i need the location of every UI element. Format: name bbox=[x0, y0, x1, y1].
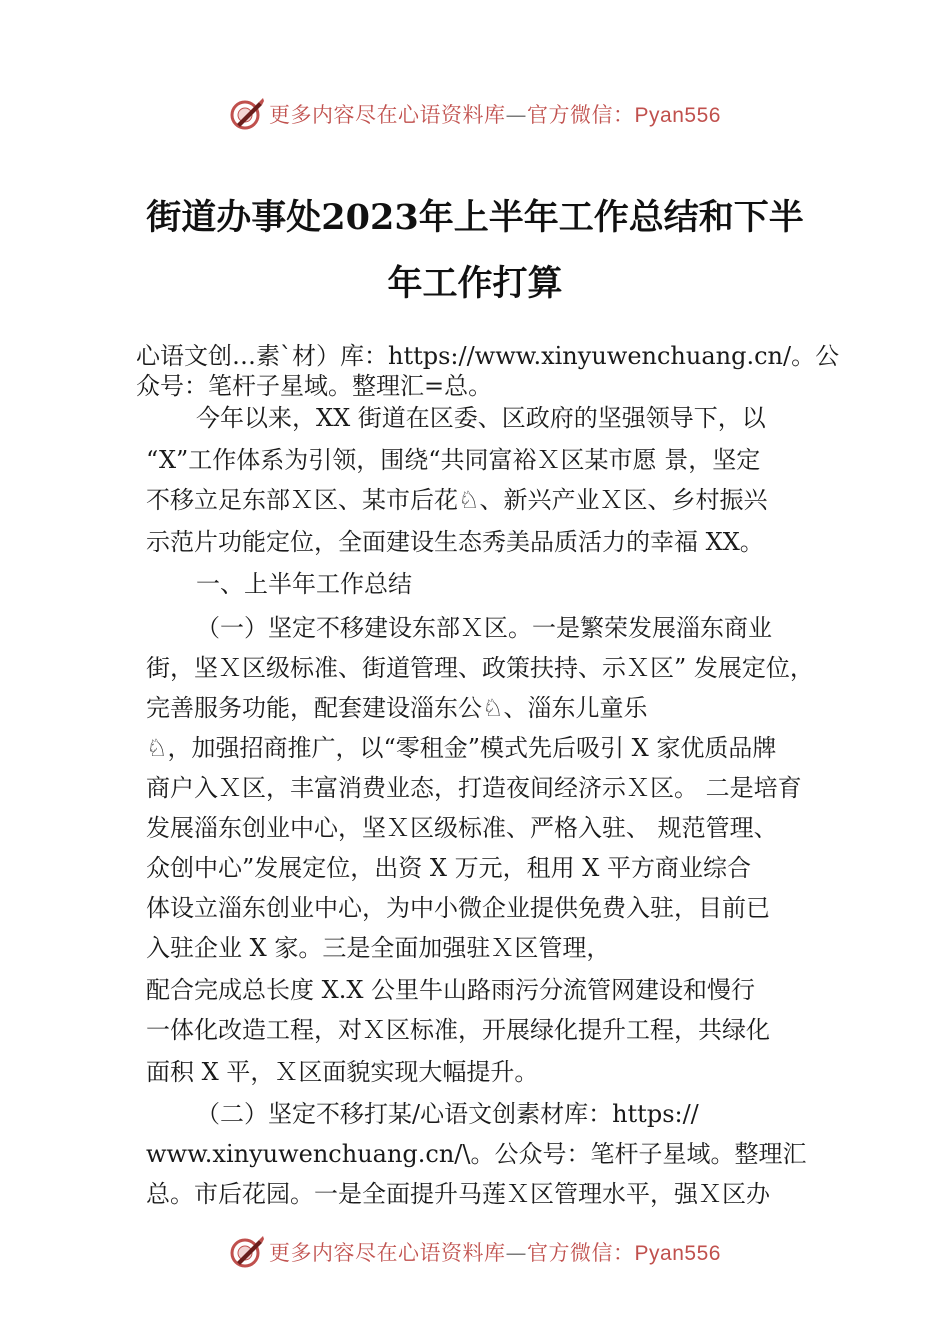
section-heading: 一、上半年工作总结 bbox=[196, 570, 412, 598]
body-line: 体设立淄东创业中心，为中小微企业提供免费入驻，目前已 bbox=[146, 894, 770, 922]
watermark-suffix: 官方微信： bbox=[527, 1241, 635, 1265]
body-line: 心语文创…素`材）库：https://www.xinyuwenchuang.cn/。公 bbox=[136, 342, 840, 370]
body-line: www.xinyuwenchuang.cn/\。公众号：笔杆子星域。整理汇 bbox=[146, 1140, 807, 1168]
watermark-main: 更多内容尽在心语资料库 bbox=[269, 103, 506, 127]
watermark-text bbox=[269, 99, 721, 129]
body-line: 示范片功能定位，全面建设生态秀美品质活力的幸福 XX。 bbox=[146, 528, 764, 556]
body-line: 面积 X 平，Ｘ区面貌实现大幅提升。 bbox=[146, 1058, 539, 1086]
body-line: 一体化改造工程，对Ｘ区标准，开展绿化提升工程，共绿化 bbox=[146, 1016, 770, 1044]
watermark-handle: Pyan556 bbox=[634, 104, 721, 127]
watermark-handle: Pyan556 bbox=[634, 1242, 721, 1265]
body-line: 不移立足东部Ｘ区、某市后花♘、新兴产业Ｘ区、乡村振兴 bbox=[146, 486, 768, 514]
body-line: 商户入Ｘ区，丰富消费业态，打造夜间经济示Ｘ区。 二是培育 bbox=[146, 774, 802, 802]
watermark-separator: — bbox=[505, 103, 528, 127]
body-line: 众创中心”发展定位，出资 X 万元，租用 X 平方商业综合 bbox=[146, 854, 751, 882]
body-line: “X”工作体系为引领，围绕“共同富裕Ｘ区某市愿 景，坚定 bbox=[146, 446, 761, 474]
body-line: （二）坚定不移打某/心语文创素材库：https:// bbox=[196, 1100, 699, 1128]
pen-circle-logo-icon bbox=[229, 96, 265, 132]
watermark-banner-top bbox=[0, 92, 950, 136]
body-line: 入驻企业 X 家。三是全面加强驻Ｘ区管理， bbox=[146, 934, 611, 962]
body-line: 众号：笔杆子星域。整理汇=总。 bbox=[136, 372, 493, 400]
watermark-text bbox=[269, 1237, 721, 1267]
body-line: 总。市后花园。一是全面提升马莲Ｘ区管理水平，强Ｘ区办 bbox=[146, 1180, 770, 1208]
watermark-separator: — bbox=[505, 1241, 528, 1265]
watermark-suffix: 官方微信： bbox=[527, 103, 635, 127]
watermark-main: 更多内容尽在心语资料库 bbox=[269, 1241, 506, 1265]
document-title-line-1: 街道办事处2023年上半年工作总结和下半 bbox=[146, 197, 804, 238]
document-title-line-2: 年工作打算 bbox=[387, 263, 563, 304]
body-line: 发展淄东创业中心，坚Ｘ区级标准、严格入驻、 规范管理、 bbox=[146, 814, 778, 842]
body-line: 完善服务功能，配套建设淄东公♘、淄东儿童乐 bbox=[146, 694, 648, 722]
watermark-banner-bottom bbox=[0, 1230, 950, 1274]
body-line: 今年以来，XX 街道在区委、区政府的坚强领导下，以 bbox=[196, 404, 766, 432]
body-line: 街，坚Ｘ区级标准、街道管理、政策扶持、示Ｘ区” 发展定位， bbox=[146, 654, 814, 682]
body-line: 配合完成总长度 X.X 公里牛山路雨污分流管网建设和慢行 bbox=[146, 976, 756, 1004]
body-line: （一）坚定不移建设东部Ｘ区。一是繁荣发展淄东商业 bbox=[196, 614, 772, 642]
body-line: ♘，加强招商推广，以“零租金”模式先后吸引 X 家优质品牌 bbox=[146, 734, 777, 762]
pen-circle-logo-icon bbox=[229, 1234, 265, 1270]
